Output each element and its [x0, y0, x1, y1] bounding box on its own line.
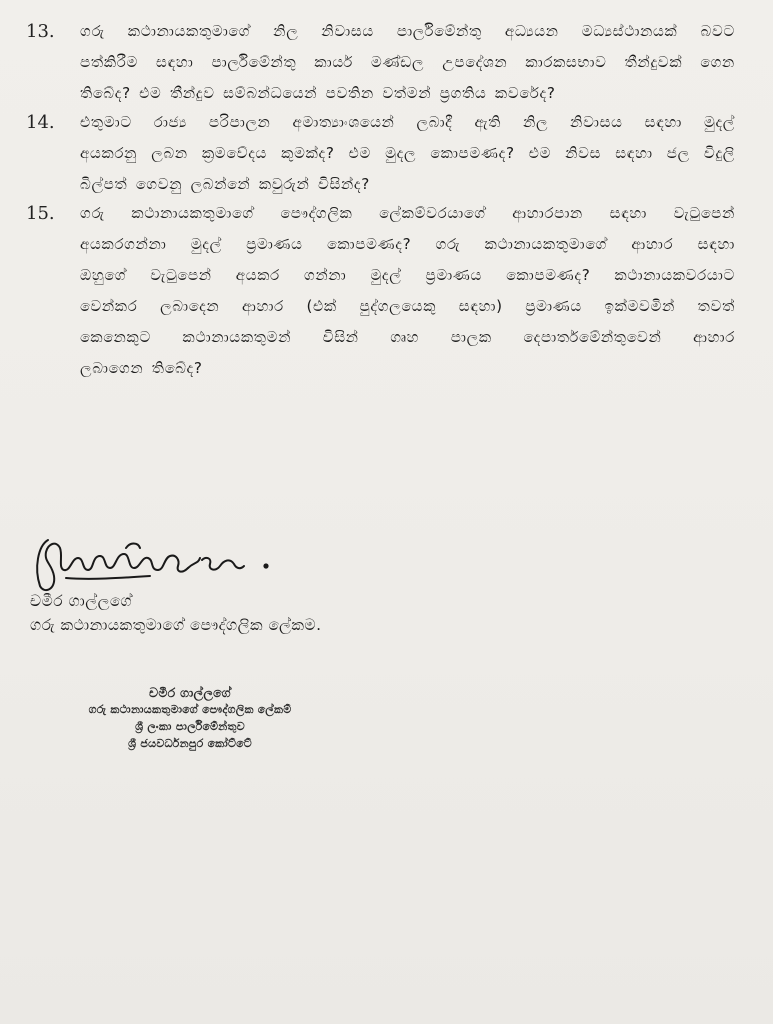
- question-line: අයකරනු ලබන ක්‍රමවේදය කුමක්ද? එම මුදල කොපමණද? එම නිවස සඳහා ජල විදුලි: [80, 144, 735, 162]
- question-line: ලබාගෙන තිබේද?: [80, 359, 203, 377]
- question-number: 15.: [26, 203, 55, 224]
- question-line: ගරු කථානායකතුමාගේ පෞද්ගලික ලේකම්වරයාගේ ආහාරපාන සඳහා වැටුපෙන්: [80, 204, 735, 222]
- signatory-title: ගරු කථානායකතුමාගේ පෞද්ගලික ලේකම.: [30, 616, 322, 634]
- question-text: [80, 16, 735, 109]
- official-stamp: [55, 684, 325, 752]
- question-line: කෙනෙකුට කථානායකතුමන් විසින් ගෘහ පාලක දෙපාර්තමේන්තුවෙන් ආහාර: [80, 328, 735, 346]
- question-line: පත්කිරීම සඳහා පාර්ලිමේන්තු කාර්ය මණ්ඩල උපදේශන කාරකසභාව තීන්දුවක් ගෙන: [80, 53, 735, 71]
- signatory-name: චමීර ගාල්ලගේ: [30, 592, 133, 610]
- question-line: බිල්පත් ගෙවනු ලබන්නේ කවුරුන් විසින්ද?: [80, 175, 370, 193]
- question-line: ඔහුගේ වැටුපෙන් අයකර ගන්නා මුදල් ප්‍රමාණය කොපමණද? කථානායකවරයාට: [80, 266, 735, 284]
- question-line: අයකරගන්නා මුදල් ප්‍රමාණය කොපමණද? ගරු කථානායකතුමාගේ ආහාර සඳහා: [80, 235, 735, 253]
- question-line: එතුමාට රාජ්‍ය පරිපාලන අමාත්‍යාංශයෙන් ලබාදී ඇති නිල නිවාසය සඳහා මුදල්: [80, 113, 735, 131]
- question-line: තිබේද? එම තීන්දුව සම්බන්ධයෙන් පවතින වත්මන් ප්‍රගතිය කවරේද?: [80, 84, 556, 102]
- question-number: 14.: [26, 112, 55, 133]
- question-line: ගරු කථානායකතුමාගේ නිල නිවාසය පාර්ලිමේන්තු අධ්‍යයන මධ්‍යස්ථානයක් බවට: [80, 22, 735, 40]
- question-text: [80, 107, 735, 200]
- stamp-line: ශ්‍රී ජයවර්ධනපුර කෝට්ටේ: [128, 737, 252, 750]
- handwritten-signature: [30, 528, 280, 598]
- question-line: වෙන්කර ලබාදෙන ආහාර (එක් පුද්ගලයෙකු සඳහා) ප්‍රමාණය ඉක්මවමින් තවත්: [80, 297, 735, 315]
- question-number: 13.: [26, 21, 55, 42]
- question-text: [80, 198, 735, 384]
- stamp-line: චමීර ගාල්ලගේ: [149, 685, 231, 700]
- stamp-line: ශ්‍රී ලංකා පාර්ලිමේන්තුව: [135, 720, 245, 733]
- stamp-line: ගරු කථානායකතුමාගේ පෞද්ගලික ලේකම්: [88, 703, 292, 716]
